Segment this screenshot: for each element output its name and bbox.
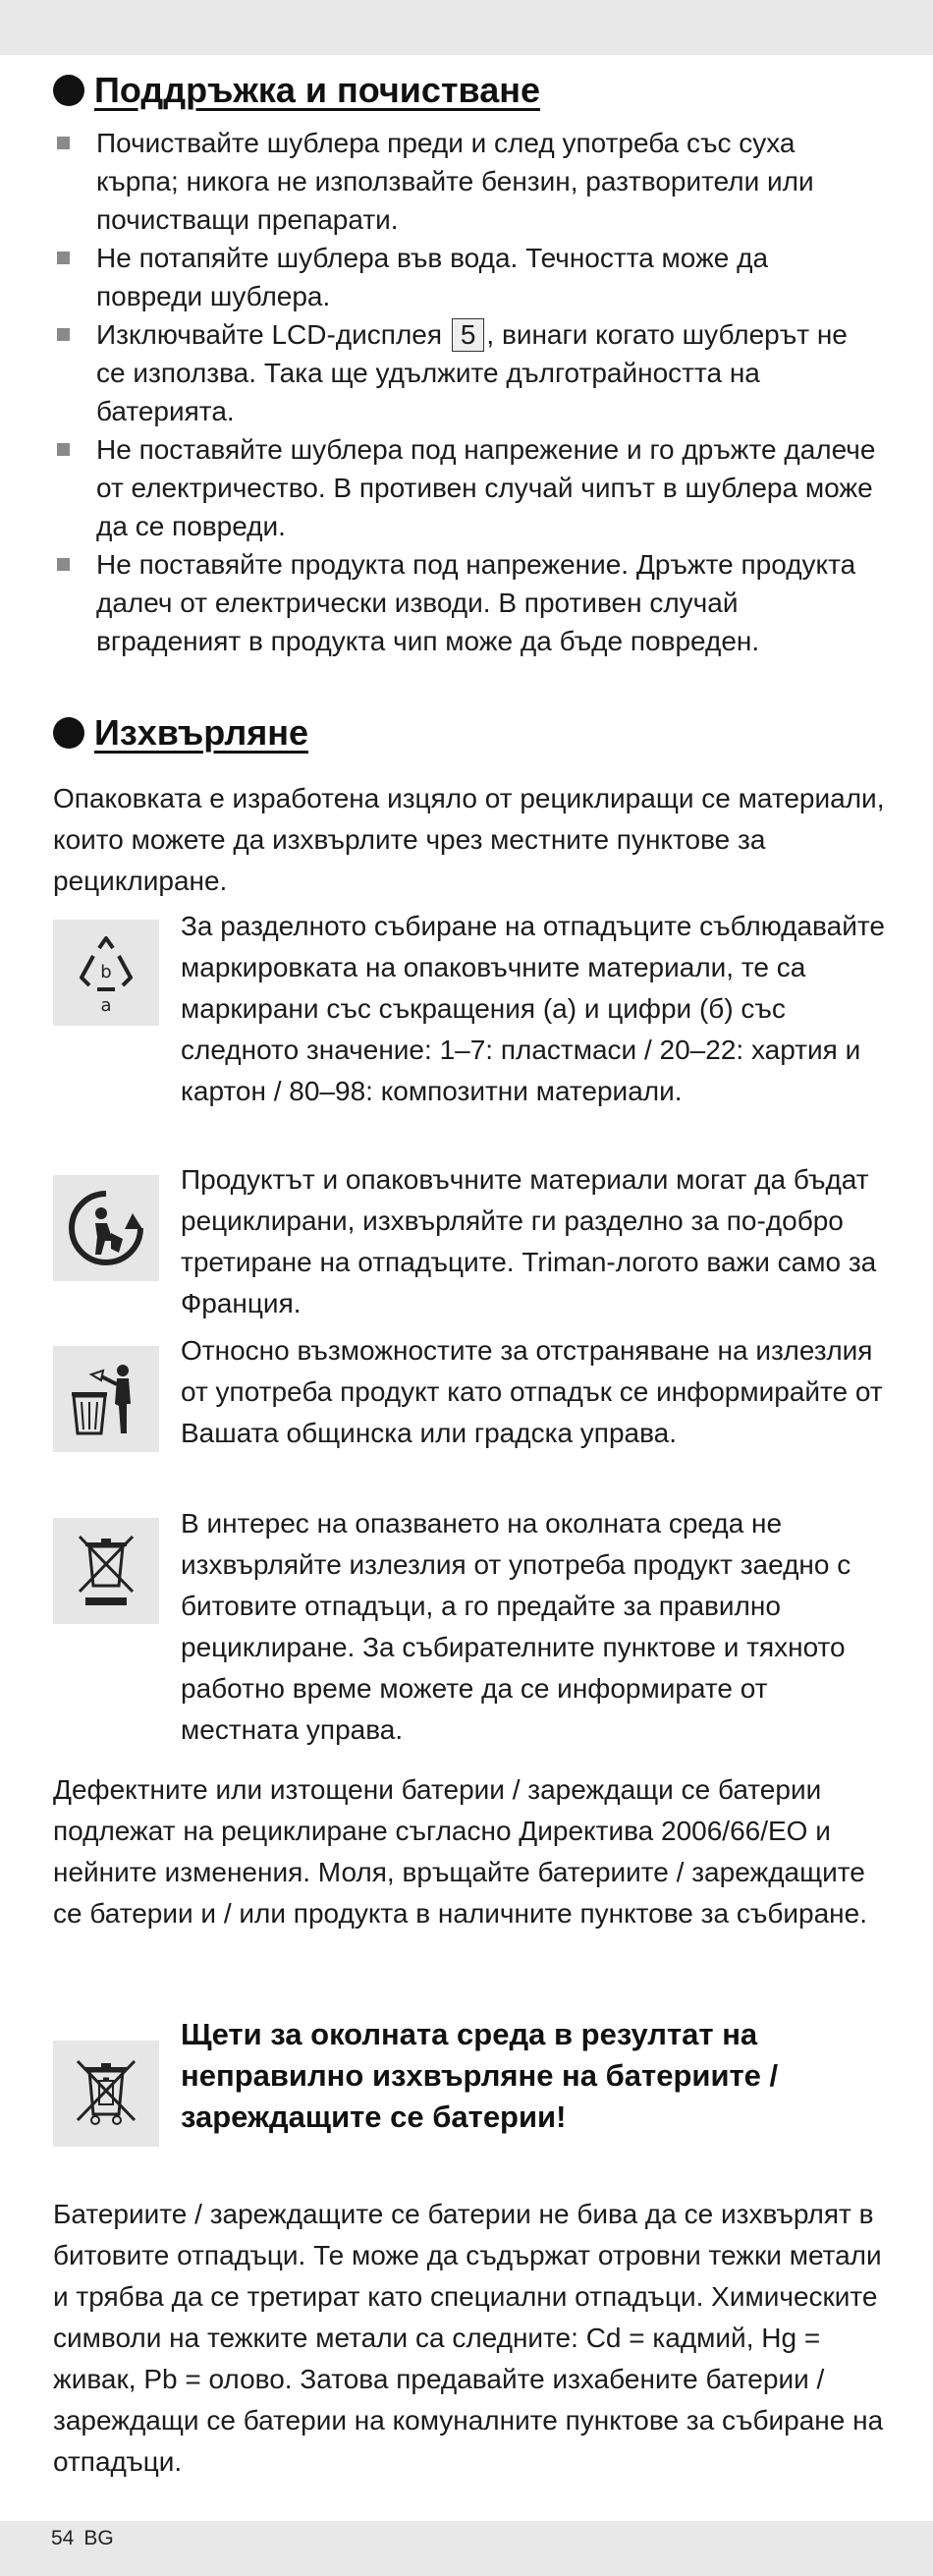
- square-bullet-icon: [57, 328, 70, 341]
- crossed-bin-icon: [53, 1518, 159, 1624]
- waste-bin-person-icon: [53, 1346, 159, 1452]
- batteries-directive-text: Дефектните или изтощени батерии / зареждащи се батерии подлежат на рециклиране съгласно Директива 2006/66/EО и нейните изменения. Моля, връщайте батериите / зареждащите се батерии и / или продукта в наличните пунктове за събиране.: [53, 1774, 867, 1929]
- heading-bullet-icon: [53, 717, 84, 749]
- list-item: Не потапяйте шублера във вода. Течността може да повреди шублера.: [53, 239, 878, 315]
- list-item: Не поставяйте шублера под напрежение и го дръжте далече от електричество. В противен случай чипът в шублера може да се повреди.: [53, 430, 878, 545]
- battery-warning-title: Щети за околната среда в резултат на неправилно изхвърляне на батериите / зареждащите се батерии!: [181, 2017, 779, 2134]
- recycling-code-text: За разделното събиране на отпадъците съблюдавайте маркировката на опаковъчните материали, те са маркирани със съкращения (a) и цифри (б) със следното значение: 1–7: пластмаси / 20–22: хартия и картон / 80–98: композитни материали.: [181, 911, 885, 1106]
- page-footer: [51, 2523, 124, 2554]
- top-margin-bar: [0, 0, 933, 55]
- triman-icon: [53, 1175, 159, 1281]
- recycling-code-icon: [53, 920, 159, 1026]
- disposal-heading: [53, 709, 308, 756]
- waste-bin-text: Относно възможностите за отстраняване на излезлия от употреба продукт като отпадък се информирайте от Вашата общинска или градска управа.: [181, 1335, 883, 1448]
- svg-text:b: b: [100, 962, 112, 982]
- maintenance-heading: [53, 67, 540, 114]
- disposal-title: Изхвърляне: [94, 712, 309, 753]
- list-item: Не поставяйте продукта под напрежение. Дръжте продукта далеч от електрически изводи. В противен случай вграденият в продукта чип може да бъде повреден.: [53, 545, 878, 660]
- square-bullet-icon: [57, 252, 70, 264]
- part-reference-number: 5: [452, 318, 485, 352]
- square-bullet-icon: [57, 443, 70, 456]
- list-item: Почиствайте шублера преди и след употреба със суха кърпа; никога не използвайте бензин, разтворители или почистващи препарати.: [53, 124, 878, 239]
- square-bullet-icon: [57, 558, 70, 571]
- svg-text:a: a: [100, 995, 112, 1016]
- maintenance-list: [53, 124, 878, 660]
- heading-bullet-icon: [53, 75, 84, 106]
- list-item: Изключвайте LCD-дисплея 5 , винаги когато шублерът не се използва. Така ще удължите дълготрайността на батерията.: [53, 315, 878, 430]
- language-code: BG: [83, 2527, 114, 2549]
- square-bullet-icon: [57, 137, 70, 149]
- crossed-battery-bin-icon: [53, 2041, 159, 2147]
- disposal-intro: Опаковката е изработена изцяло от рециклиращи се материали, които можете да изхвърлите чрез местните пунктове за рециклиране.: [53, 783, 885, 896]
- triman-text: Продуктът и опаковъчните материали могат да бъдат рециклирани, изхвърляйте ги разделно за по-добро третиране на отпадъците. Triman-логото важи само за Франция.: [181, 1164, 877, 1318]
- crossed-bin-text: В интерес на опазването на околната среда не изхвърляйте излезлия от употреба продукт заедно с битовите отпадъци, а го предайте за правилно рециклиране. За събирателните пунктове и тяхното работно време можете да се информирате от местната управа.: [181, 1508, 851, 1745]
- batteries-warning-text: Батериите / зареждащите се батерии не бива да се изхвърлят в битовите отпадъци. Те може да съдържат отровни тежки метали и трябва да се третират като специални отпадъци. Химическите символи на тежките метали са следните: Cd = кадмий, Hg = живак, Pb = олово. Затова предавайте изхабените батерии / зареждащи се батерии на комуналните пунктове за събиране на отпадъци.: [53, 2199, 884, 2477]
- page-number: 54: [51, 2527, 75, 2549]
- maintenance-title: Поддръжка и почистване: [94, 70, 540, 110]
- bottom-margin-bar: [0, 2521, 933, 2576]
